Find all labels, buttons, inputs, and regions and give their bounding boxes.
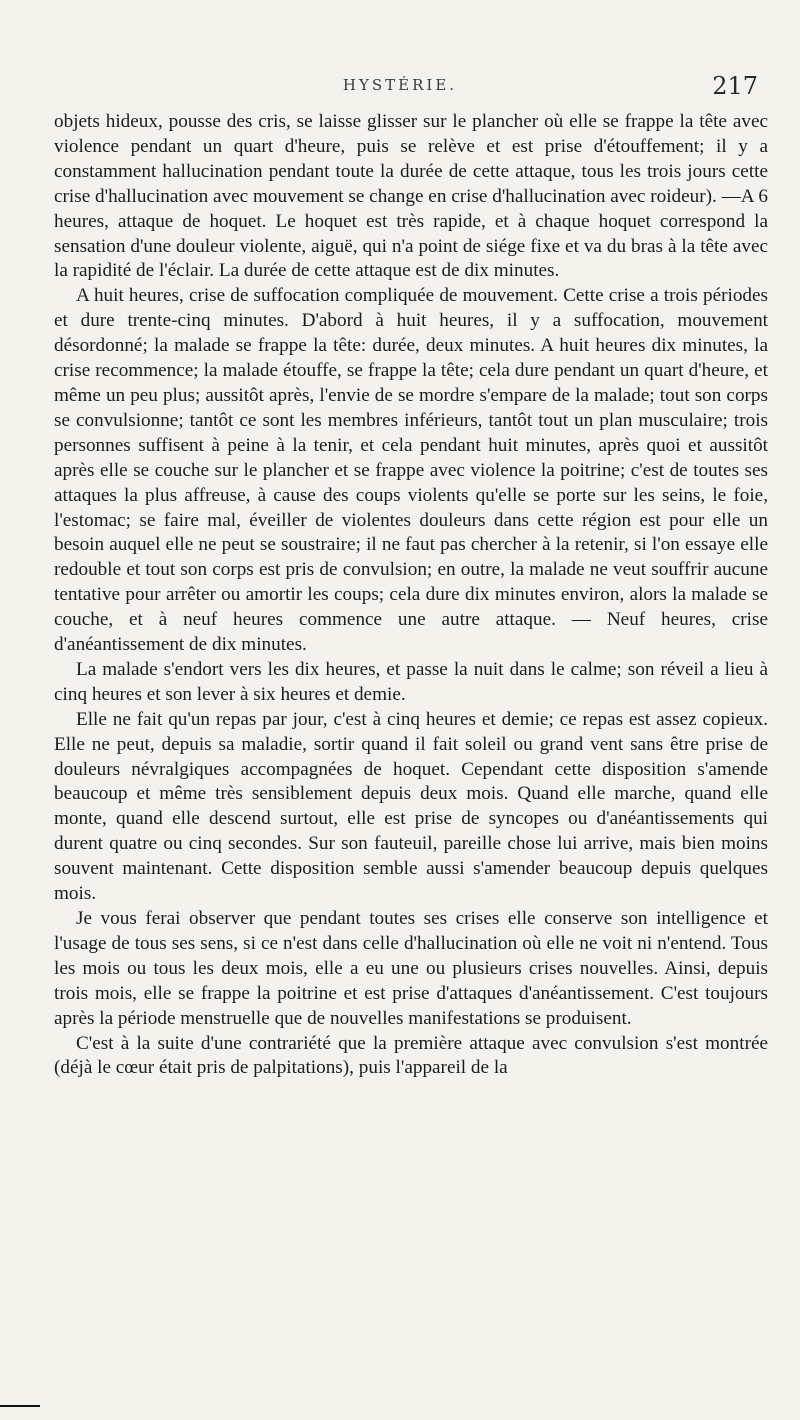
- running-title: HYSTÉRIE.: [342, 76, 458, 94]
- paragraph: C'est à la suite d'une contrariété que la première attaque avec convulsion s'est montrée (déjà le cœur était pris de palpitations), puis l'appareil de la: [54, 1032, 768, 1079]
- page-number: 217: [712, 72, 758, 100]
- running-head: [0, 72, 800, 102]
- paragraph: La malade s'endort vers les dix heures, et passe la nuit dans le calme; son réveil a lieu à cinq heures et son lever à six heures et demie.: [54, 658, 768, 705]
- paragraph: A huit heures, crise de suffocation compliquée de mouvement. Cette crise a trois périodes et dure trente-cinq minutes. D'abord à huit heures, il y a suffocation, mouvement désordonné; la malade se frappe la tête: durée, deux minutes. A huit heures dix minutes, la crise recommence; la malade étouffe, se frappe la tête; cela dure pendant un quart d'heure, et même un peu plus; aussitôt après, l'envie de se mordre s'empare de la malade; tout son corps se convulsionne; tantôt ce sont les membres inférieurs, tantôt tout un plan musculaire; trois personnes suffisent à peine à la tenir, et cela pendant huit minutes, après quoi et aussitôt après elle se couche sur le plancher et se frappe avec violence la poitrine; c'est de toutes ses attaques la plus affreuse, à cause des coups violents qu'elle se porte sur les seins, le foie, l'estomac; se faire mal, éveiller de violentes douleurs dans cette région est pour elle un besoin auquel elle ne peut se soustraire; il ne faut pas chercher à la retenir, si l'on essaye elle redouble et tout son corps est pris de convulsion; en outre, la malade ne veut souffrir aucune tentative pour arrêter ou amortir les coups; cela dure dix minutes environ, alors la malade se couche, et à neuf heures commence une autre attaque. — Neuf heures, crise d'anéantissement de dix minutes.: [54, 285, 768, 656]
- page-edge-mark: [0, 1405, 40, 1407]
- paragraph: Elle ne fait qu'un repas par jour, c'est à cinq heures et demie; ce repas est assez copieux. Elle ne peut, depuis sa maladie, sortir quand il fait soleil ou grand vent sans être prise de douleurs névralgiques accompagnées de hoquet. Cependant cette disposition s'amende beaucoup et même très sensiblement depuis deux mois. Quand elle marche, quand elle monte, quand elle descend surtout, elle est prise de syncopes ou d'anéantissements qui durent quatre ou cinq secondes. Sur son fauteuil, pareille chose lui arrive, mais bien moins souvent maintenant. Cette disposition semble aussi s'amender beaucoup depuis quelques mois.: [54, 708, 768, 905]
- body-text: [54, 110, 768, 1081]
- paragraph: Je vous ferai observer que pendant toutes ses crises elle conserve son intelligence et l'usage de tous ses sens, si ce n'est dans celle d'hallucination où elle ne voit ni n'entend. Tous les mois ou tous les deux mois, elle a eu une ou plusieurs crises nouvelles. Ainsi, depuis trois mois, elle se frappe la poitrine et est prise d'attaques d'anéantissement. C'est toujours après la période menstruelle que de nouvelles manifestations se produisent.: [54, 908, 768, 1029]
- paragraph: objets hideux, pousse des cris, se laisse glisser sur le plancher où elle se frappe la tête avec violence pendant un quart d'heure, puis se relève et est prise d'étouffement; il y a constamment hallucination pendant toute la durée de cette attaque, tous les trois jours cette crise d'hallucination avec mouvement se change en crise d'hallucination avec roideur). —A 6 heures, attaque de hoquet. Le hoquet est très rapide, et à chaque hoquet correspond la sensation d'une douleur violente, aiguë, qui n'a point de siége fixe et va du bras à la tête avec la rapidité de l'éclair. La durée de cette attaque est de dix minutes.: [54, 111, 768, 282]
